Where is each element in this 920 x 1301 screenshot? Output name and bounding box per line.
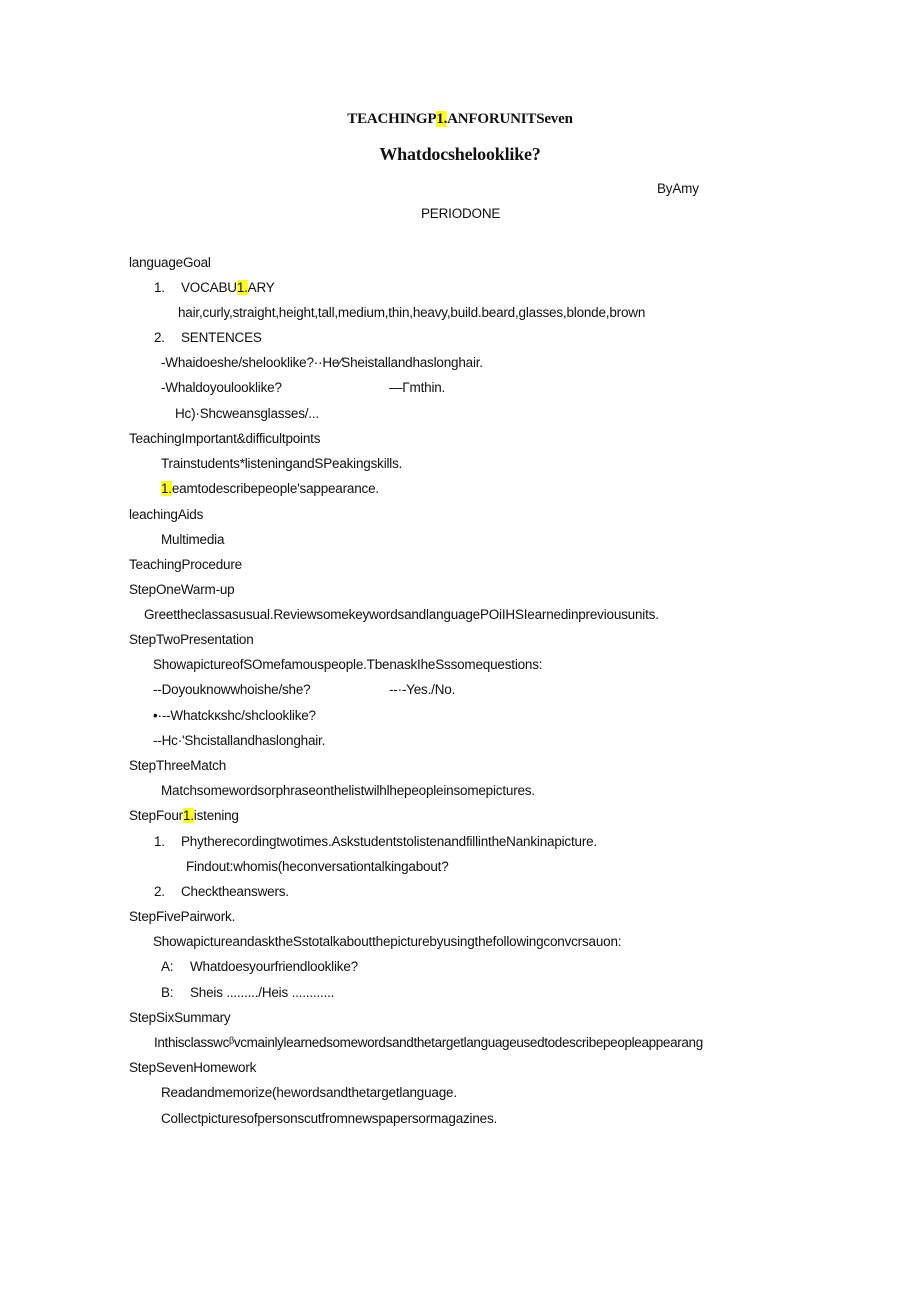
step-two-question-2: •·--Whatckκshc/shclooklike?	[153, 708, 316, 723]
document-title: TEACHINGP1.ANFORUNITSeven	[347, 111, 573, 127]
step-one-title: StepOneWarm-up	[129, 582, 235, 597]
step-one-text: Greettheclassasusual.ReviewsomekeywordsandlanguagePOiIHSIearnedinpreviousunits.	[144, 607, 659, 622]
step-three-title: StepThreeMatch	[129, 758, 226, 773]
step-two-question-1b: --·-Yes./No.	[389, 682, 456, 697]
step-five-line-b: B: Sheis ........./Heis ............	[161, 985, 335, 1000]
step-seven-item-1: Readandmemorize(hewordsandthetargetlanguage.	[161, 1085, 457, 1100]
step-two-question-3: --Hc·'Shcistallandhaslonghair.	[153, 733, 326, 748]
step-two-title: StepTwoPresentation	[129, 632, 254, 647]
vocabulary-words: hair,curly,straight,height,tall,medium,thin,heavy,build.beard,glasses,blonde,brown	[178, 305, 646, 320]
step-four-title: StepFour1.istening	[129, 808, 239, 823]
step-six-title: StepSixSummary	[129, 1010, 231, 1025]
step-seven-item-2: Collectpicturesofpersonscutfromnewspapersormagazines.	[161, 1111, 498, 1126]
step-two-question-1a: --Doyouknowwhoishe/she?	[153, 682, 311, 697]
step-five-line-a: A: Whatdoesyourfriendlooklike?	[161, 959, 358, 974]
document-subtitle: Whatdocshelooklike?	[379, 144, 541, 164]
highlight-mark: 1.	[236, 280, 248, 295]
section-heading-language-goal: languageGoal	[129, 255, 211, 270]
highlight-mark: 1.	[436, 111, 448, 127]
section-heading-important-points: TeachingImportant&difficultpoints	[129, 431, 321, 446]
sentence-line-1: -Whaidoeshe/shelooklike?··He⁄Sheistallandhaslonghair.	[161, 355, 483, 370]
section-heading-aids: leachingAids	[129, 507, 204, 522]
step-two-text: ShowapictureofSOmefamouspeople.TbenaskIheSssomequestions:	[153, 657, 543, 672]
highlight-mark: 1.	[161, 481, 172, 496]
highlight-mark: 1.	[182, 808, 194, 823]
point-line-1: Trainstudents*listeningandSPeakingskills.	[161, 456, 403, 471]
aids-item: Multimedia	[161, 532, 225, 547]
sentence-line-2a: -Whaldoyoulooklike?	[161, 380, 282, 395]
step-four-item-1b: Findout:whomis(heconversationtalkingabout?	[186, 859, 449, 874]
sentences-item: 2. SENTENCES	[154, 330, 262, 345]
vocabulary-item: 1. VOCABU1.ARY	[154, 280, 275, 295]
step-seven-title: StepSevenHomework	[129, 1060, 257, 1075]
step-five-text: ShowapictureandasktheSstotalkaboutthepicturebyusingthefollowingconvcrsauon:	[153, 934, 622, 949]
section-heading-procedure: TeachingProcedure	[129, 557, 242, 572]
step-three-text: Matchsomewordsorphraseonthelistwilhlhepeopleinsomepictures.	[161, 783, 535, 798]
step-six-text: Inthisclasswcᵝvcmainlylearnedsomewordsandthetargetlanguageusedtodescribepeopleappearang	[154, 1035, 703, 1050]
step-four-item-1: 1. Phytherecordingtwotimes.AskstudentstolistenandfillintheNankinapicture.	[154, 834, 597, 849]
point-line-2: 1.eamtodescribepeople'sappearance.	[161, 481, 379, 496]
step-four-item-2: 2. Checktheanswers.	[154, 884, 289, 899]
sentence-line-2b: —Γmthin.	[389, 380, 446, 395]
author-line: ByAmy	[657, 181, 699, 196]
period-heading: PERIODONE	[421, 206, 501, 221]
step-five-title: StepFivePairwork.	[129, 909, 236, 924]
sentence-line-3: Hc)·Shcweansglasses/...	[175, 406, 319, 421]
